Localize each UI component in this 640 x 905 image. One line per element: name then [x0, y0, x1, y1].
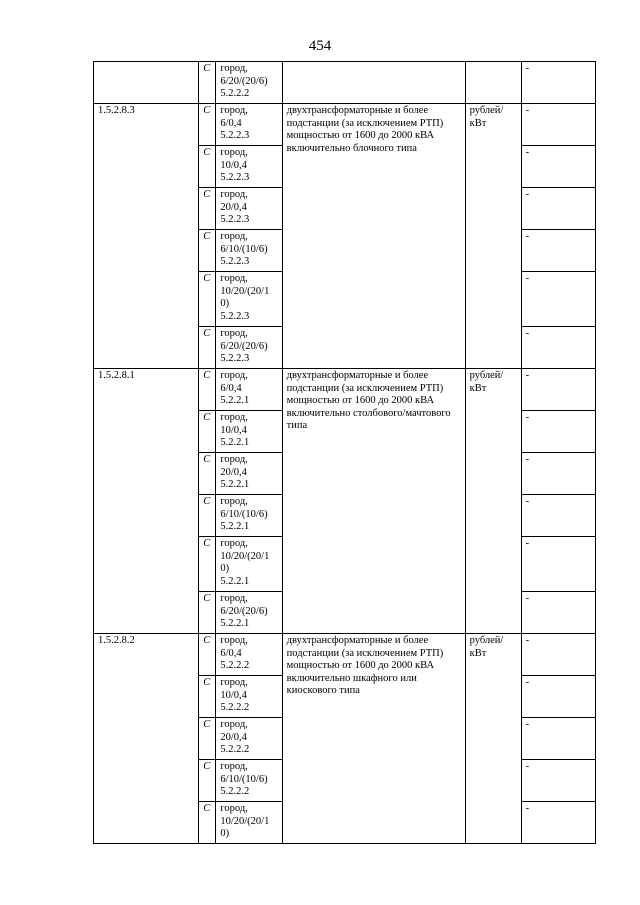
city-line: 6/20/(20/6)	[220, 75, 268, 87]
tariff-table	[93, 61, 596, 844]
category-cell: C	[199, 411, 216, 453]
city-line: город,	[220, 719, 248, 730]
category-cell: C	[199, 369, 216, 411]
category-cell: C	[199, 676, 216, 718]
table-row	[94, 369, 596, 411]
city-line: 5.2.2.1	[220, 395, 250, 406]
value-cell: -	[521, 676, 595, 718]
city-line: 5.2.2.2	[220, 660, 250, 671]
description-cell: двухтрансформаторные и более подстанции (за исключением РТП) мощностью от 1600 до 2000 кВА включительно столбового/мачтового типа	[282, 369, 465, 634]
value-cell: -	[521, 802, 595, 844]
city-line: 5.2.2.3	[220, 130, 250, 141]
city-cell	[216, 802, 282, 844]
category-cell: C	[199, 718, 216, 760]
city-line: 6/20/(20/6)	[220, 340, 268, 352]
city-line: 5.2.2.1	[220, 575, 250, 587]
city-cell	[216, 369, 282, 411]
value-cell: -	[521, 634, 595, 676]
city-cell	[216, 230, 282, 272]
page-number: 454	[308, 38, 332, 54]
city-line: 5.2.2.2	[220, 786, 250, 797]
table-row	[94, 634, 596, 676]
city-line: 0)	[220, 298, 230, 309]
city-line: 5.2.2.3	[220, 353, 250, 364]
city-line: 10/0,4	[220, 159, 247, 171]
city-line: 20/0,4	[220, 466, 247, 478]
city-line: город,	[220, 147, 248, 158]
city-line: город,	[220, 803, 248, 814]
city-line: 0)	[220, 563, 230, 574]
city-cell	[216, 146, 282, 188]
city-line: город,	[220, 328, 248, 339]
value-cell: -	[521, 592, 595, 634]
city-line: 0)	[220, 828, 230, 839]
category-cell: C	[199, 495, 216, 537]
city-line: 10/0,4	[220, 689, 247, 701]
city-cell	[216, 718, 282, 760]
code-cell: 1.5.2.8.1	[94, 369, 199, 634]
code-cell	[94, 62, 199, 104]
city-line: 6/10/(10/6)	[220, 508, 268, 520]
city-line: город,	[220, 538, 248, 549]
category-cell: C	[199, 634, 216, 676]
value-cell: -	[521, 411, 595, 453]
description-cell	[282, 62, 465, 104]
city-line: город,	[220, 454, 248, 465]
code-cell: 1.5.2.8.3	[94, 104, 199, 369]
category-cell: C	[199, 537, 216, 592]
value-cell: -	[521, 760, 595, 802]
city-line: 10/20/(20/1	[220, 815, 270, 827]
city-cell	[216, 62, 282, 104]
city-cell	[216, 592, 282, 634]
unit-cell	[465, 62, 521, 104]
city-line: город,	[220, 412, 248, 423]
city-line: 10/20/(20/1	[220, 285, 270, 297]
city-line: 5.2.2.2	[220, 88, 250, 99]
value-cell: -	[521, 369, 595, 411]
city-cell	[216, 495, 282, 537]
table-row	[94, 104, 596, 146]
category-cell: C	[199, 272, 216, 327]
city-cell	[216, 453, 282, 495]
value-cell: -	[521, 188, 595, 230]
category-cell: C	[199, 760, 216, 802]
city-line: город,	[220, 273, 248, 284]
city-cell	[216, 537, 282, 592]
city-line: 5.2.2.3	[220, 172, 250, 183]
city-line: 6/0,4	[220, 647, 242, 659]
city-cell	[216, 676, 282, 718]
city-line: город,	[220, 677, 248, 688]
city-cell	[216, 327, 282, 369]
table-body	[94, 62, 596, 844]
city-line: город,	[220, 761, 248, 772]
description-cell: двухтрансформаторные и более подстанции (за исключением РТП) мощностью от 1600 до 2000 кВА включительно шкафного или киоскового типа	[282, 634, 465, 844]
city-line: город,	[220, 370, 248, 381]
city-line: 5.2.2.2	[220, 744, 250, 755]
category-cell: C	[199, 327, 216, 369]
value-cell: -	[521, 62, 595, 104]
city-line: 5.2.2.3	[220, 214, 250, 225]
city-line: 5.2.2.1	[220, 437, 250, 448]
city-line: 6/10/(10/6)	[220, 773, 268, 785]
city-line: 6/0,4	[220, 382, 242, 394]
value-cell: -	[521, 495, 595, 537]
city-line: 5.2.2.3	[220, 256, 250, 267]
description-cell: двухтрансформаторные и более подстанции (за исключением РТП) мощностью от 1600 до 2000 кВА включительно блочного типа	[282, 104, 465, 369]
category-cell: C	[199, 188, 216, 230]
value-cell: -	[521, 718, 595, 760]
city-line: город,	[220, 496, 248, 507]
city-cell	[216, 188, 282, 230]
city-line: 6/10/(10/6)	[220, 243, 268, 255]
city-line: город,	[220, 231, 248, 242]
unit-cell: рублей/ кВт	[465, 104, 521, 369]
value-cell: -	[521, 230, 595, 272]
city-cell	[216, 411, 282, 453]
city-line: 5.2.2.3	[220, 310, 250, 322]
city-line: 5.2.2.1	[220, 479, 250, 490]
code-cell: 1.5.2.8.2	[94, 634, 199, 844]
value-cell: -	[521, 453, 595, 495]
category-cell: C	[199, 62, 216, 104]
city-line: 10/20/(20/1	[220, 550, 270, 562]
city-line: 6/0,4	[220, 117, 242, 129]
category-cell: C	[199, 146, 216, 188]
city-line: город,	[220, 593, 248, 604]
city-line: 10/0,4	[220, 424, 247, 436]
value-cell: -	[521, 272, 595, 327]
city-cell	[216, 104, 282, 146]
city-line: город,	[220, 105, 248, 116]
value-cell: -	[521, 104, 595, 146]
category-cell: C	[199, 453, 216, 495]
city-line: 5.2.2.1	[220, 521, 250, 532]
category-cell: C	[199, 230, 216, 272]
category-cell: C	[199, 592, 216, 634]
unit-cell: рублей/ кВт	[465, 634, 521, 844]
city-line: 20/0,4	[220, 201, 247, 213]
city-line: 6/20/(20/6)	[220, 605, 268, 617]
unit-cell: рублей/ кВт	[465, 369, 521, 634]
city-cell	[216, 634, 282, 676]
category-cell: C	[199, 802, 216, 844]
value-cell: -	[521, 537, 595, 592]
city-cell	[216, 272, 282, 327]
city-line: 5.2.2.2	[220, 702, 250, 713]
category-cell: C	[199, 104, 216, 146]
value-cell: -	[521, 146, 595, 188]
city-line: 20/0,4	[220, 731, 247, 743]
city-line: город,	[220, 63, 248, 74]
city-line: 5.2.2.1	[220, 618, 250, 629]
value-cell: -	[521, 327, 595, 369]
city-line: город,	[220, 189, 248, 200]
city-cell	[216, 760, 282, 802]
city-line: город,	[220, 635, 248, 646]
table-row	[94, 62, 596, 104]
